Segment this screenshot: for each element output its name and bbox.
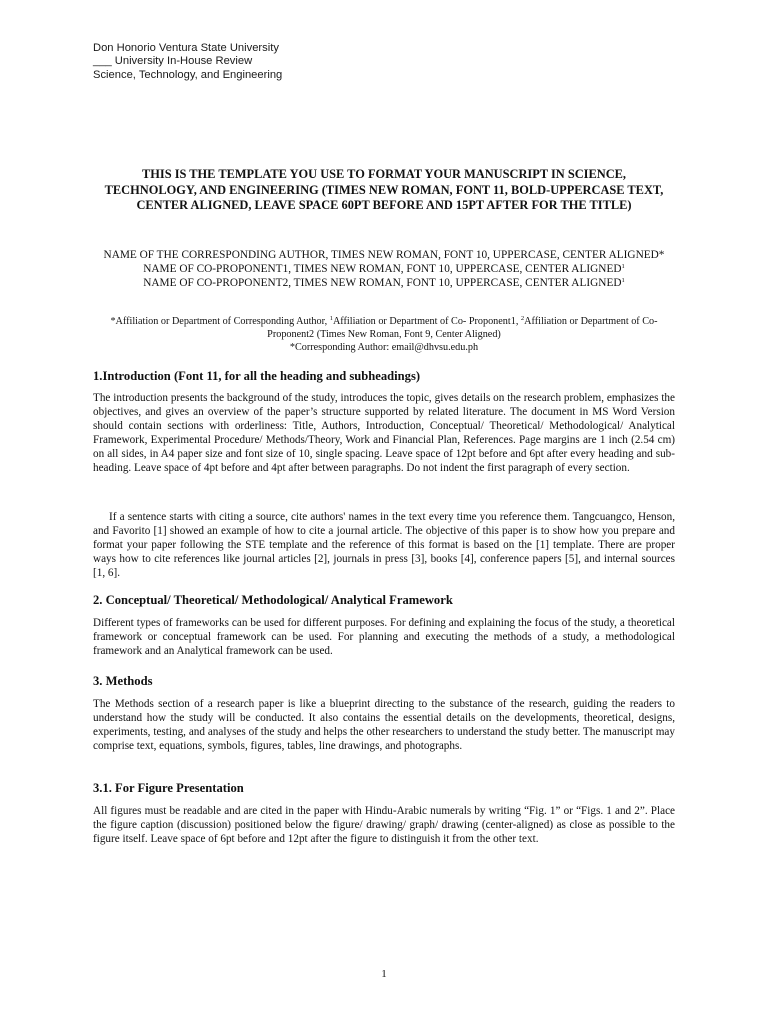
co-proponent-1-name: NAME OF CO-PROPONENT1, TIMES NEW ROMAN, FONT 10, UPPERCASE, CENTER ALIGNED (143, 263, 622, 276)
university-name: Don Honorio Ventura State University (93, 42, 279, 54)
methods-heading: 3. Methods (93, 674, 153, 688)
affiliation-part-2: Affiliation or Department of Co- Proponent1, (332, 316, 521, 327)
framework-paragraph: Different types of frameworks can be used for different purposes. For defining and explaining the focus of the study, a theoretical framework or conceptual framework can be used. For planning and executing the methods of a study, a methodological framework and an Analytical framework can be used. (93, 617, 675, 657)
field-line: Science, Technology, and Engineering (93, 68, 283, 81)
running-header (93, 42, 282, 82)
introduction-paragraph-1: The introduction presents the background of the study, introduces the topic, gives details on the research problem, emphasizes the objectives, and gives an overview of the paper’s structure supported by related literature. The document in MS Word Version should contain sections with orderliness: Title, Authors, Introduction, Conceptual/ Theoretical/ Methodological/ Analytical Framework, Experimental Procedure/ Methods/Theory, Work and Financial Plan, References. Page margins are 1 inch (2.54 cm) on all sides, in A4 paper size and font size of 10, single spacing. Leave space of 12pt before and 6pt after every heading and sub-heading. Leave space of 4pt before and 4pt after between paragraphs. Do not indent the first paragraph of every section. (93, 392, 675, 474)
corresponding-email: *Corresponding Author: email@dhvsu.edu.ph (289, 341, 479, 353)
co-proponent-2-sup: 1 (621, 277, 625, 285)
paper-title: THIS IS THE TEMPLATE YOU USE TO FORMAT YOUR MANUSCRIPT IN SCIENCE, TECHNOLOGY, AND ENGINEERING (TIMES NEW ROMAN, FONT 11, BOLD-UPPERCASE TEXT, CENTER ALIGNED, LEAVE SPACE 60PT BEFORE AND 15PT AFTER FOR THE TITLE) (104, 167, 664, 213)
affiliation-part-3: Affiliation or Department of Co- Proponent2 (Times New Roman, Font 9, Center Aligned) (267, 316, 658, 340)
figure-presentation-paragraph: All figures must be readable and are cited in the paper with Hindu-Arabic numerals by writing “Fig. 1” or “Figs. 1 and 2”. Place the figure caption (discussion) positioned below the figure/ drawing/ graph/ drawing (center-aligned) as close as possible to the figure itself. Leave space of 6pt before and 12pt after the figure to distinguish it from the other text. (93, 805, 675, 845)
corresponding-author: NAME OF THE CORRESPONDING AUTHOR, TIMES NEW ROMAN, FONT 10, UPPERCASE, CENTER ALIGNED* (103, 249, 665, 261)
affiliation-line (93, 316, 675, 342)
methods-paragraph: The Methods section of a research paper is like a blueprint directing to the substance of the research, guiding the readers to understand how the study will be conducted. It also contains the essential details on the developments, theoretical, designs, experiments, testing, and analyses of the study and helps the other researchers to understand the study better. The manuscript may comprise text, equations, symbols, figures, tables, line drawings, and photographs. (93, 698, 675, 752)
author-block (93, 248, 675, 291)
review-line: ___ University In-House Review (93, 55, 253, 68)
co-proponent-1-sup: 1 (621, 263, 625, 271)
co-proponent-2 (93, 276, 675, 290)
affiliation-part-1: *Affiliation or Department of Corresponding Author, (110, 316, 330, 327)
framework-heading: 2. Conceptual/ Theoretical/ Methodological/ Analytical Framework (93, 593, 453, 607)
page-number: 1 (381, 968, 387, 980)
co-proponent-1 (93, 262, 675, 276)
affiliation-sup-2: 2 (520, 315, 525, 322)
co-proponent-2-name: NAME OF CO-PROPONENT2, TIMES NEW ROMAN, FONT 10, UPPERCASE, CENTER ALIGNED (143, 277, 622, 290)
introduction-heading: 1.Introduction (Font 11, for all the heading and subheadings) (93, 369, 421, 383)
affiliation-sup-1: 1 (329, 315, 333, 322)
figure-presentation-heading: 3.1. For Figure Presentation (93, 781, 244, 795)
affiliation-block (93, 316, 675, 354)
introduction-paragraph-2: If a sentence starts with citing a source, cite authors' names in the text every time you reference them. Tangcuangco, Henson, and Favorito [1] showed an example of how to cite a journal article. The objective of this paper is to show how you prepare and format your paper following the STE template and the reference of this format is based on the [1] template. There are proper ways how to cite references like journal articles [2], journals in press [3], books [4], conference papers [5], and internal sources [1, 6]. (93, 511, 675, 579)
